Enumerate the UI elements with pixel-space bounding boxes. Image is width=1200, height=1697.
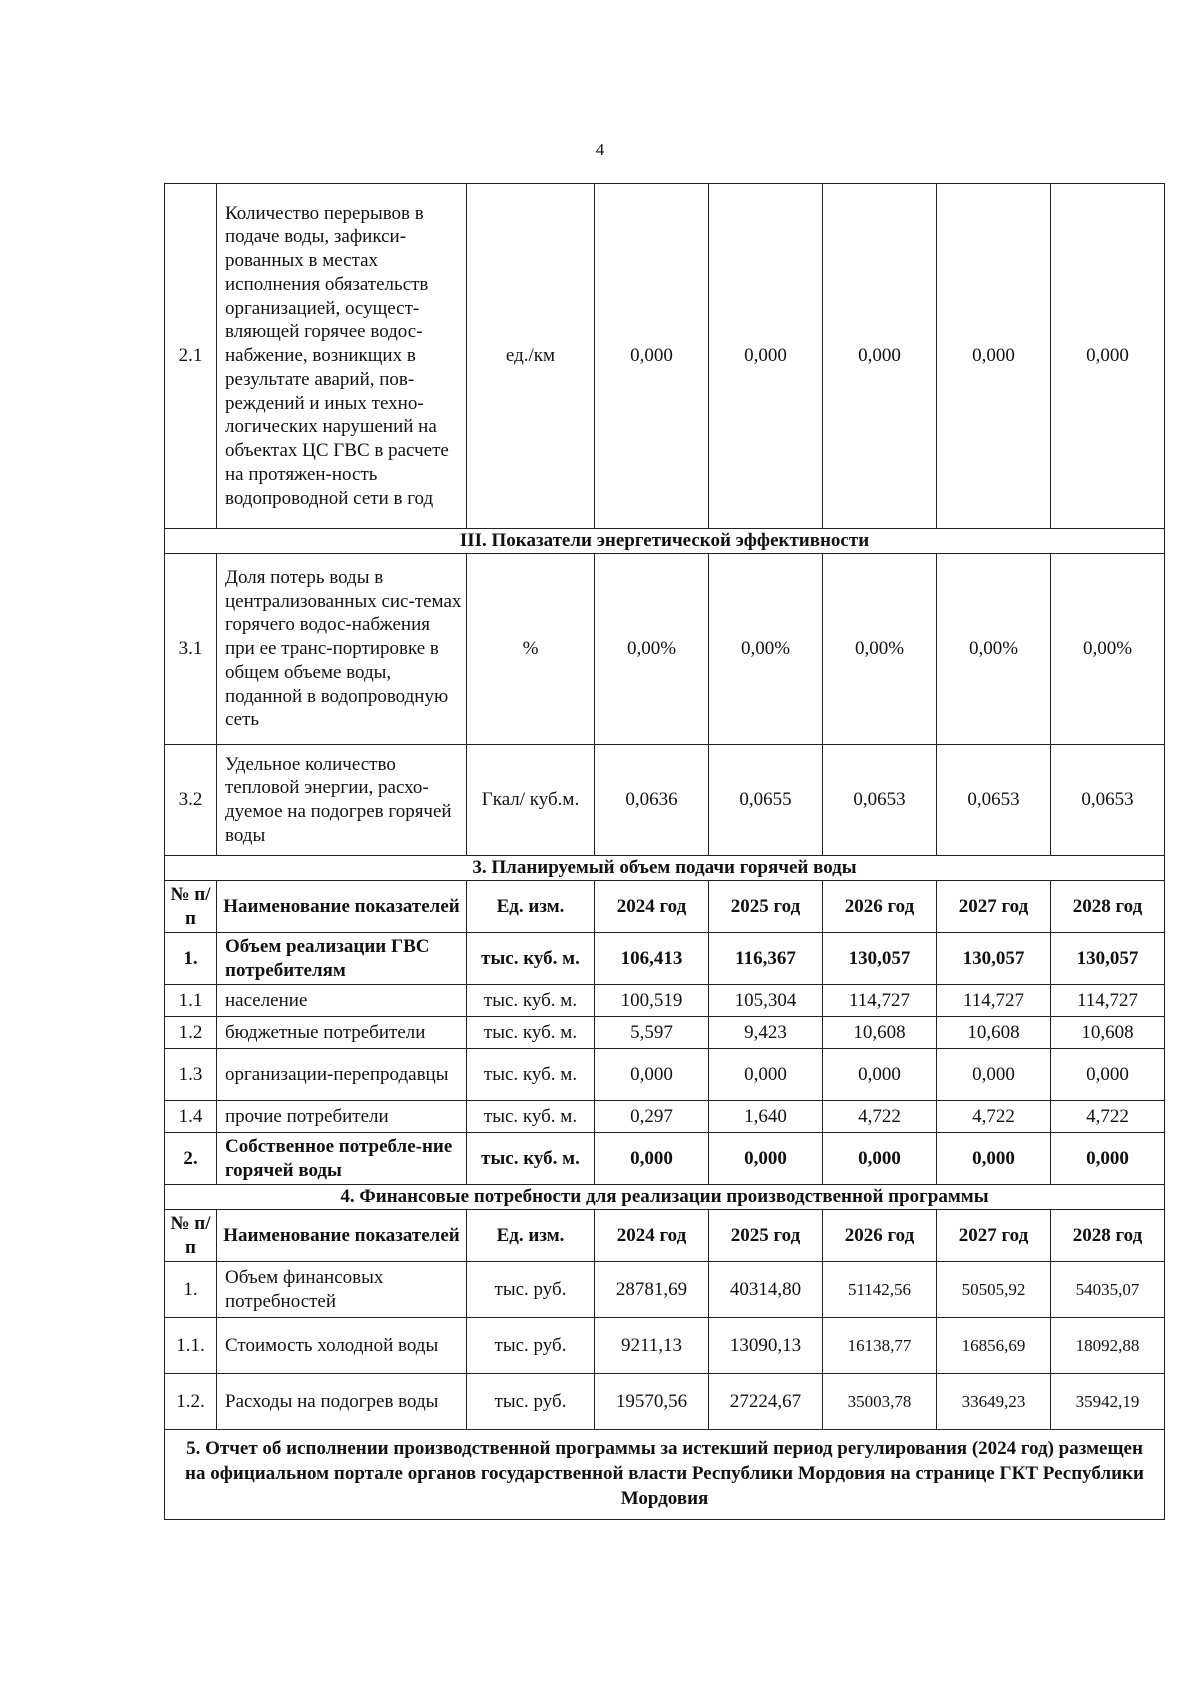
value-2028: 0,000 [1051, 184, 1165, 529]
value-2026: 130,057 [823, 933, 937, 985]
row-number: 1.2. [165, 1374, 217, 1430]
value-2025: 13090,13 [709, 1318, 823, 1374]
unit: тыс. куб. м. [467, 1133, 595, 1185]
value-2026: 0,000 [823, 1133, 937, 1185]
indicator-name: Количество перерывов в подаче воды, зафикси-рованных в местах исполнения обязательств организацией, осущест-вляющей горячее водос-набжение, возникщих в результате аварий, пов-реждений и иных техно-логических нарушений на объектах ЦС ГВС в расчете на протяжен-ность водопроводной сети в год [217, 184, 467, 529]
header-num: № п/п [165, 881, 217, 933]
row-number: 3.2 [165, 745, 217, 856]
value-2026: 10,608 [823, 1017, 937, 1049]
header-year: 2025 год [709, 881, 823, 933]
value-2025: 0,000 [709, 184, 823, 529]
table-row [165, 1374, 1165, 1430]
report-note: 5. Отчет об исполнении производственной программы за истекший период регулирования (2024 год) размещен на официальном портале органов государственной власти Республики Мордовия на странице ГКТ Республики Мордовия [165, 1430, 1165, 1520]
value-2027: 0,00% [937, 554, 1051, 745]
value-2028: 0,000 [1051, 1133, 1165, 1185]
row-number: 2.1 [165, 184, 217, 529]
value-2026: 4,722 [823, 1101, 937, 1133]
value-2027: 16856,69 [937, 1318, 1051, 1374]
indicator-name: Стоимость холодной воды [217, 1318, 467, 1374]
header-name: Наименование показателей [217, 1210, 467, 1262]
report-note-row [165, 1430, 1165, 1520]
row-number: 1.1. [165, 1318, 217, 1374]
indicator-name: Объем реализации ГВС потребителям [217, 933, 467, 985]
value-2028: 114,727 [1051, 985, 1165, 1017]
header-year: 2027 год [937, 881, 1051, 933]
value-2025: 40314,80 [709, 1262, 823, 1318]
value-2027: 114,727 [937, 985, 1051, 1017]
value-2026: 0,0653 [823, 745, 937, 856]
header-num: № п/п [165, 1210, 217, 1262]
indicator-name: население [217, 985, 467, 1017]
row-number: 1.4 [165, 1101, 217, 1133]
table-row [165, 1101, 1165, 1133]
value-2027: 33649,23 [937, 1374, 1051, 1430]
row-number: 1.3 [165, 1049, 217, 1101]
section-title: 4. Финансовые потребности для реализации производственной программы [165, 1185, 1165, 1210]
value-2027: 0,0653 [937, 745, 1051, 856]
table-row [165, 985, 1165, 1017]
unit: тыс. руб. [467, 1318, 595, 1374]
row-number: 1.2 [165, 1017, 217, 1049]
section-header-energy [165, 529, 1165, 554]
indicator-name: бюджетные потребители [217, 1017, 467, 1049]
value-2024: 0,00% [595, 554, 709, 745]
value-2028: 0,000 [1051, 1049, 1165, 1101]
value-2026: 0,00% [823, 554, 937, 745]
value-2025: 0,0655 [709, 745, 823, 856]
value-2028: 130,057 [1051, 933, 1165, 985]
header-year: 2026 год [823, 1210, 937, 1262]
row-number: 1.1 [165, 985, 217, 1017]
indicator-name: организации-перепродавцы [217, 1049, 467, 1101]
value-2026: 16138,77 [823, 1318, 937, 1374]
table-row [165, 1049, 1165, 1101]
value-2026: 114,727 [823, 985, 937, 1017]
header-year: 2026 год [823, 881, 937, 933]
value-2028: 54035,07 [1051, 1262, 1165, 1318]
value-2025: 105,304 [709, 985, 823, 1017]
value-2024: 28781,69 [595, 1262, 709, 1318]
value-2024: 0,000 [595, 1049, 709, 1101]
value-2027: 10,608 [937, 1017, 1051, 1049]
value-2024: 5,597 [595, 1017, 709, 1049]
value-2024: 100,519 [595, 985, 709, 1017]
value-2024: 0,000 [595, 184, 709, 529]
unit: тыс. руб. [467, 1262, 595, 1318]
value-2027: 4,722 [937, 1101, 1051, 1133]
section-title: III. Показатели энергетической эффективности [165, 529, 1165, 554]
value-2027: 0,000 [937, 1133, 1051, 1185]
unit: тыс. руб. [467, 1374, 595, 1430]
table-row [165, 1318, 1165, 1374]
value-2028: 4,722 [1051, 1101, 1165, 1133]
header-name: Наименование показателей [217, 881, 467, 933]
value-2026: 0,000 [823, 1049, 937, 1101]
page-number: 4 [595, 140, 605, 159]
indicators-table [164, 183, 1165, 1520]
table-row [165, 184, 1165, 529]
value-2026: 0,000 [823, 184, 937, 529]
row-number: 3.1 [165, 554, 217, 745]
value-2027: 0,000 [937, 1049, 1051, 1101]
header-year: 2028 год [1051, 1210, 1165, 1262]
value-2025: 0,000 [709, 1049, 823, 1101]
header-year: 2025 год [709, 1210, 823, 1262]
value-2028: 18092,88 [1051, 1318, 1165, 1374]
section-title: 3. Планируемый объем подачи горячей воды [165, 856, 1165, 881]
value-2024: 0,0636 [595, 745, 709, 856]
value-2025: 0,000 [709, 1133, 823, 1185]
column-header-row [165, 881, 1165, 933]
unit: Гкал/ куб.м. [467, 745, 595, 856]
value-2027: 50505,92 [937, 1262, 1051, 1318]
header-unit: Ед. изм. [467, 1210, 595, 1262]
unit: тыс. куб. м. [467, 985, 595, 1017]
value-2024: 106,413 [595, 933, 709, 985]
value-2025: 0,00% [709, 554, 823, 745]
unit: тыс. куб. м. [467, 1049, 595, 1101]
header-year: 2027 год [937, 1210, 1051, 1262]
value-2028: 10,608 [1051, 1017, 1165, 1049]
indicator-name: Объем финансовых потребностей [217, 1262, 467, 1318]
value-2026: 51142,56 [823, 1262, 937, 1318]
table-row [165, 1262, 1165, 1318]
header-unit: Ед. изм. [467, 881, 595, 933]
column-header-row [165, 1210, 1165, 1262]
section-header-volume [165, 856, 1165, 881]
value-2025: 1,640 [709, 1101, 823, 1133]
row-number: 1. [165, 933, 217, 985]
value-2025: 9,423 [709, 1017, 823, 1049]
table-row [165, 1133, 1165, 1185]
row-number: 1. [165, 1262, 217, 1318]
unit: тыс. куб. м. [467, 1101, 595, 1133]
value-2028: 35942,19 [1051, 1374, 1165, 1430]
header-year: 2024 год [595, 881, 709, 933]
table-row [165, 933, 1165, 985]
unit: тыс. куб. м. [467, 933, 595, 985]
value-2025: 27224,67 [709, 1374, 823, 1430]
unit: % [467, 554, 595, 745]
value-2024: 9211,13 [595, 1318, 709, 1374]
value-2024: 19570,56 [595, 1374, 709, 1430]
indicator-name: Доля потерь воды в централизованных сис-темах горячего водос-набжения при ее транс-портировке в общем объеме воды, поданной в водопроводную сеть [217, 554, 467, 745]
header-year: 2024 год [595, 1210, 709, 1262]
value-2028: 0,00% [1051, 554, 1165, 745]
row-number: 2. [165, 1133, 217, 1185]
table-row [165, 745, 1165, 856]
unit: ед./км [467, 184, 595, 529]
value-2026: 35003,78 [823, 1374, 937, 1430]
header-year: 2028 год [1051, 881, 1165, 933]
unit: тыс. куб. м. [467, 1017, 595, 1049]
indicator-name: Расходы на подогрев воды [217, 1374, 467, 1430]
indicator-name: Собственное потребле-ние горячей воды [217, 1133, 467, 1185]
indicator-name: Удельное количество тепловой энергии, расхо-дуемое на подогрев горячей воды [217, 745, 467, 856]
value-2024: 0,000 [595, 1133, 709, 1185]
section-header-finance [165, 1185, 1165, 1210]
table-row [165, 554, 1165, 745]
indicator-name: прочие потребители [217, 1101, 467, 1133]
value-2024: 0,297 [595, 1101, 709, 1133]
value-2027: 130,057 [937, 933, 1051, 985]
table-row [165, 1017, 1165, 1049]
value-2025: 116,367 [709, 933, 823, 985]
value-2028: 0,0653 [1051, 745, 1165, 856]
value-2027: 0,000 [937, 184, 1051, 529]
